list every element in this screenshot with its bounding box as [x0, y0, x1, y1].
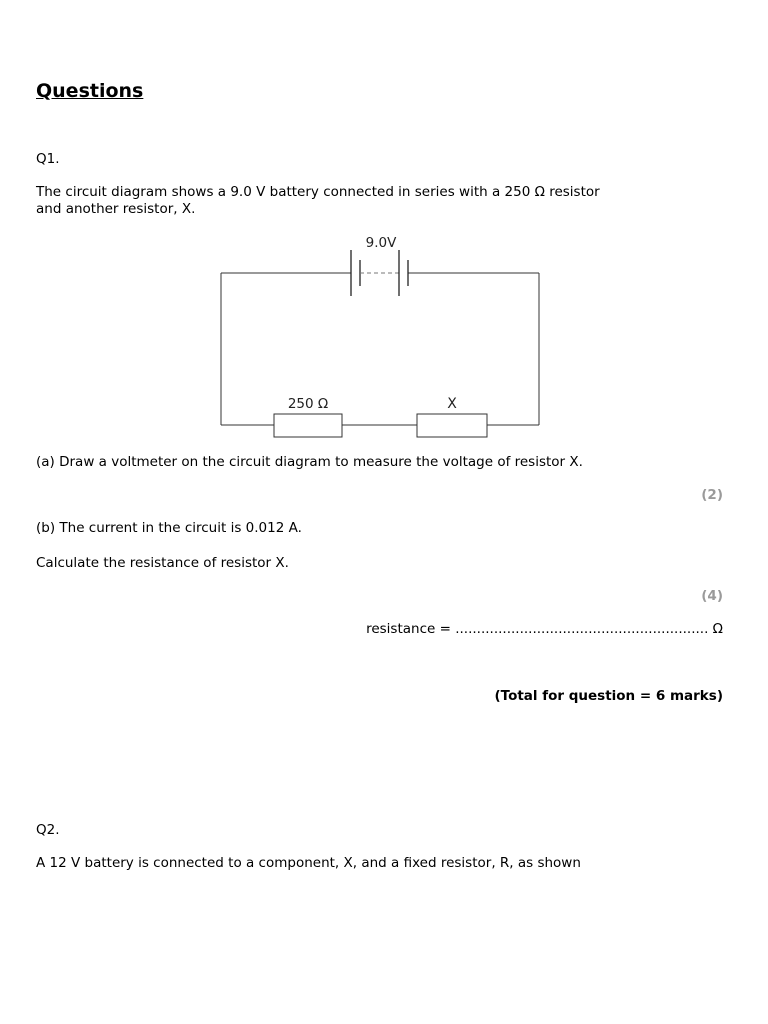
- q1-part-b: (b) The current in the circuit is 0.012 A.: [36, 520, 302, 536]
- battery-label: 9.0V: [365, 235, 397, 251]
- resistor-250-label: 250 Ω: [287, 396, 329, 412]
- q1-total-marks: (Total for question = 6 marks): [494, 688, 723, 704]
- q1-intro-line2: and another resistor, X.: [36, 201, 196, 217]
- q2-number: Q2.: [36, 822, 60, 838]
- resistor-x: [417, 414, 487, 437]
- resistor-x-label: X: [447, 396, 457, 412]
- resistor-250: [274, 414, 342, 437]
- q1-part-b-marks: (4): [701, 588, 723, 604]
- q1-part-a-marks: (2): [701, 487, 723, 503]
- battery-symbol: [351, 250, 408, 296]
- q1-part-a: (a) Draw a voltmeter on the circuit diagram to measure the voltage of resistor X.: [36, 454, 583, 470]
- q1-intro-line1: The circuit diagram shows a 9.0 V battery connected in series with a 250 Ω resistor: [36, 184, 600, 200]
- circuit-diagram: [210, 228, 560, 448]
- q1-part-b-instruction: Calculate the resistance of resistor X.: [36, 555, 289, 571]
- q1-number: Q1.: [36, 151, 60, 167]
- q2-intro: A 12 V battery is connected to a component, X, and a fixed resistor, R, as shown: [36, 855, 581, 871]
- answer-line-resistance[interactable]: resistance = ........................................................... Ω: [366, 621, 723, 637]
- page-heading: Questions: [36, 80, 144, 102]
